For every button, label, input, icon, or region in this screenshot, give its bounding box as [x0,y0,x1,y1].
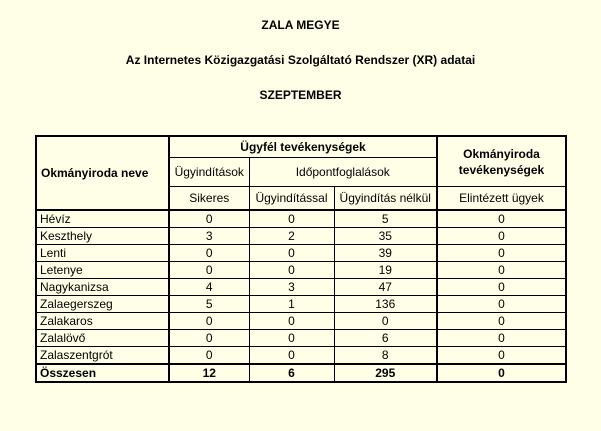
with-case-cell: 1 [249,296,334,313]
booking-header: Időpontfoglalások [249,158,437,187]
done-cell: 0 [437,347,566,365]
table-row [36,228,566,245]
office-name-cell: Zalaszentgrót [36,347,169,365]
without-case-cell: 8 [334,347,437,365]
table-row [36,296,566,313]
without-case-cell: 295 [334,364,437,382]
done-cell: 0 [437,210,566,228]
total-row [36,364,566,382]
office-name-header: Okmányiroda neve [36,136,169,210]
with-case-cell: 6 [249,364,334,382]
done-cell: 0 [437,313,566,330]
table-row [36,262,566,279]
with-case-cell: 0 [249,330,334,347]
with-case-cell: 3 [249,279,334,296]
with-case-header: Ügyindítással [249,187,334,211]
table-row [36,330,566,347]
table-row [36,279,566,296]
office-name-cell: Keszthely [36,228,169,245]
office-name-cell: Letenye [36,262,169,279]
success-cell: 3 [169,228,249,245]
table-row [36,347,566,365]
done-cell: 0 [437,330,566,347]
without-case-cell: 0 [334,313,437,330]
statistics-table [35,135,567,383]
success-cell: 0 [169,347,249,365]
done-cell: 0 [437,228,566,245]
without-case-cell: 136 [334,296,437,313]
without-case-cell: 39 [334,245,437,262]
success-cell: 4 [169,279,249,296]
success-cell: 0 [169,262,249,279]
report-subtitle: Az Internetes Közigazgatási Szolgáltató Rendszer (XR) adatai [125,53,476,67]
without-case-cell: 19 [334,262,437,279]
table-row [36,313,566,330]
success-cell: 0 [169,313,249,330]
office-activities-header: Okmányiroda tevékenységek [437,136,566,187]
done-cell: 0 [437,262,566,279]
done-cell: 0 [437,245,566,262]
with-case-cell: 0 [249,347,334,365]
county-title: ZALA MEGYE [261,18,340,32]
done-cell: 0 [437,279,566,296]
office-name-cell: Zalaegerszeg [36,296,169,313]
table-row [36,245,566,262]
without-case-header: Ügyindítás nélkül [334,187,437,211]
success-cell: 12 [169,364,249,382]
success-cell: 0 [169,210,249,228]
office-name-cell: Összesen [36,364,169,382]
office-name-cell: Nagykanizsa [36,279,169,296]
success-cell: 0 [169,245,249,262]
office-name-cell: Lenti [36,245,169,262]
success-cell: 0 [169,330,249,347]
office-name-cell: Hévíz [36,210,169,228]
done-cases-header: Elintézett ügyek [437,187,566,211]
office-name-cell: Zalakaros [36,313,169,330]
success-cell: 5 [169,296,249,313]
with-case-cell: 2 [249,228,334,245]
success-header: Sikeres [169,187,249,211]
done-cell: 0 [437,296,566,313]
with-case-cell: 0 [249,313,334,330]
without-case-cell: 6 [334,330,437,347]
without-case-cell: 47 [334,279,437,296]
table-row [36,210,566,228]
without-case-cell: 35 [334,228,437,245]
office-name-cell: Zalalövő [36,330,169,347]
without-case-cell: 5 [334,210,437,228]
done-cell: 0 [437,364,566,382]
with-case-cell: 0 [249,210,334,228]
with-case-cell: 0 [249,262,334,279]
with-case-cell: 0 [249,245,334,262]
client-activities-header: Ügyfél tevékenységek [169,136,437,158]
case-start-header: Ügyindítások [169,158,249,187]
month-title: SZEPTEMBER [259,88,342,102]
